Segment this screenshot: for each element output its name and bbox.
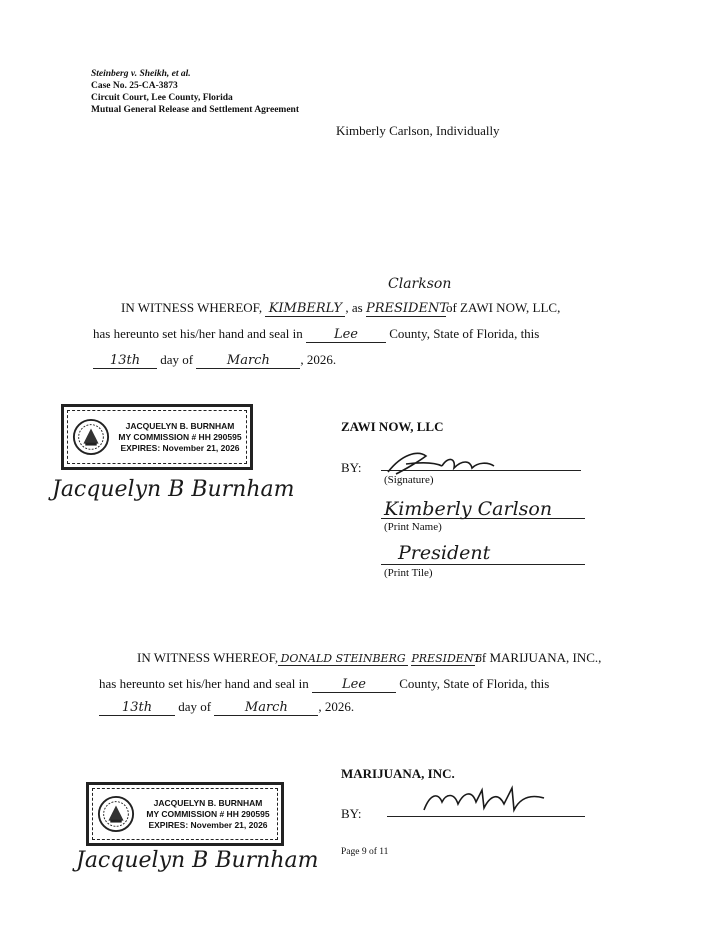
witness2-month-handwritten: March [214, 700, 318, 716]
witness1-line1 [121, 300, 560, 317]
witness1-day-handwritten: 13th [93, 353, 157, 369]
print-name-line [381, 518, 585, 519]
witness2-day-handwritten: 13th [99, 700, 175, 716]
handwritten-name-extra: Clarkson [388, 276, 452, 292]
witness1-title-handwritten: PRESIDENT [365, 301, 448, 316]
top-signatory: Kimberly Carlson, Individually [336, 123, 500, 138]
witness2-line2-b: County, State of Florida, this [399, 676, 550, 691]
witness2-line1 [137, 650, 601, 666]
notary-stamp-2-border [92, 788, 278, 840]
notary-stamp-text [114, 421, 246, 454]
notary-stamp-2-text [139, 798, 277, 831]
stamp-line-name: JACQUELYN B. BURNHAM [125, 420, 235, 431]
page-number: Page 9 of 11 [341, 847, 389, 857]
witness2-title-handwritten: PRESIDENT [411, 652, 481, 665]
stamp-line-commission: MY COMMISSION # HH 290595 [146, 808, 270, 819]
witness1-month-handwritten: March [196, 353, 300, 369]
witness2-name-handwritten: DONALD STEINBERG [278, 652, 408, 666]
print-title-label: (Print Tile) [384, 567, 433, 579]
notary-seal-icon [97, 795, 135, 833]
case-title: Steinberg v. Sheikh, et al. [91, 69, 191, 79]
witness2-line2-a: has hereunto set his/her hand and seal in [99, 676, 309, 691]
notary-signature: Jacquelyn B Burnham [52, 477, 295, 502]
stamp-line-name: JACQUELYN B. BURNHAM [153, 797, 263, 808]
witness1-as: , as [345, 300, 363, 315]
witness1-line2-b: County, State of Florida, this [389, 326, 540, 341]
stamp-line-commission: MY COMMISSION # HH 290595 [118, 431, 242, 442]
witness2-day-of: day of [178, 699, 212, 714]
print-title-line [381, 564, 585, 565]
witness1-line2-a: has hereunto set his/her hand and seal in [93, 326, 303, 341]
print-name-label: (Print Name) [384, 521, 442, 533]
witness1-county-handwritten: Lee [306, 327, 386, 343]
notary-stamp [61, 404, 253, 470]
by-label-2: BY: [341, 806, 362, 821]
witness1-suffix: of ZAWI NOW, LLC, [445, 300, 561, 315]
witness1-line2 [93, 326, 539, 343]
print-name-handwritten: Kimberly Carlson [384, 498, 553, 520]
witness1-line3 [93, 352, 336, 369]
notary-signature-2: Jacquelyn B Burnham [76, 848, 319, 873]
witness1-name-handwritten: KIMBERLY [265, 301, 345, 317]
witness1-year: , 2026. [300, 352, 337, 367]
signature-label: (Signature) [384, 474, 434, 486]
witness2-line2 [99, 676, 549, 693]
witness1-day-of: day of [160, 352, 194, 367]
witness2-county-handwritten: Lee [312, 677, 396, 693]
case-number: Case No. 25-CA-3873 [91, 81, 178, 91]
court-name: Circuit Court, Lee County, Florida [91, 93, 233, 103]
notary-seal-icon [72, 418, 110, 456]
notary-stamp-2 [86, 782, 284, 846]
witness1-prefix: IN WITNESS WHEREOF, [121, 300, 263, 315]
witness2-line3 [99, 699, 354, 716]
notary-stamp-border [67, 410, 247, 464]
witness2-prefix: IN WITNESS WHEREOF, [137, 650, 279, 665]
company-name-marijuana: MARIJUANA, INC. [341, 766, 455, 781]
stamp-line-expires: EXPIRES: November 21, 2026 [148, 819, 268, 830]
signature-scribble-2-icon [420, 784, 550, 818]
company-name-zawi: ZAWI NOW, LLC [341, 419, 444, 434]
stamp-line-expires: EXPIRES: November 21, 2026 [120, 442, 240, 453]
by-label: BY: [341, 460, 362, 475]
print-title-handwritten: President [398, 542, 491, 564]
witness2-suffix: of MARIJUANA, INC., [475, 650, 602, 665]
witness2-year: , 2026. [318, 699, 355, 714]
document-title: Mutual General Release and Settlement Agreement [91, 105, 299, 115]
